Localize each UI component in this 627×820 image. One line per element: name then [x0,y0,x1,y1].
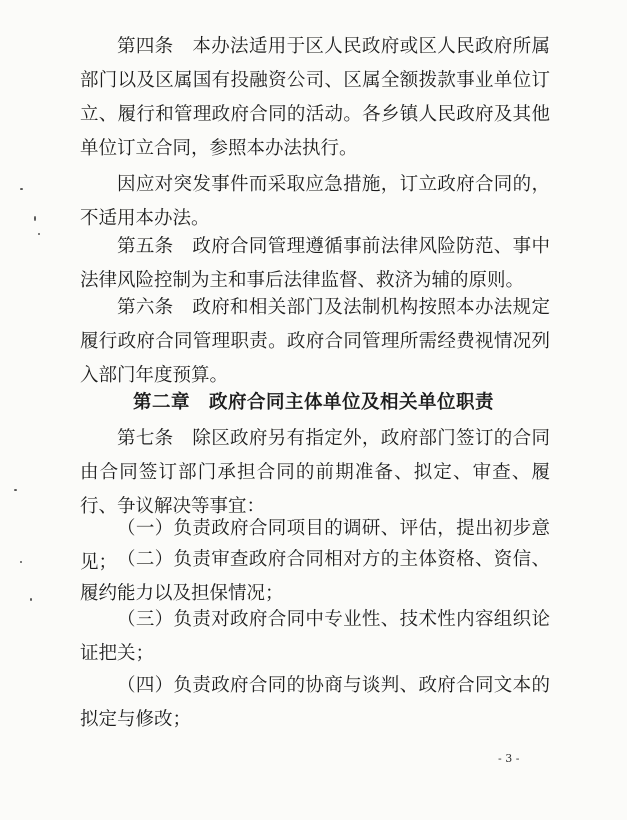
list-item-1: （一）负责政府合同项目的调研、评估，提出初步意见； [80,518,550,573]
scan-speck [20,188,23,190]
page-number: - 3 - [498,752,520,765]
list-item-2: （二）负责审查政府合同相对方的主体资格、资信、履约能力以及担保情况； [80,549,550,604]
list-item-4: （四）负责政府合同的协商与谈判、政府合同文本的拟定与修改； [80,675,550,730]
scan-speck [20,561,22,563]
scan-speck [30,598,32,601]
article-6-paragraph: 第六条 政府和相关部门及法制机构按照本办法规定履行政府合同管理职责。政府合同管理所需经费视情况列入部门年度预算。 [80,297,550,386]
scan-speck [14,489,17,491]
list-item-3: （三）负责对政府合同中专业性、技术性内容组织论证把关； [80,609,550,664]
emergency-exception-paragraph: 因应对突发事件而采取应急措施，订立政府合同的，不适用本办法。 [80,174,550,229]
article-7-paragraph: 第七条 除区政府另有指定外，政府部门签订的合同由合同签订部门承担合同的前期准备、拟定、审查、履行、争议解决等事宜： [80,428,550,517]
scan-speck [38,233,40,235]
article-4-paragraph: 第四条 本办法适用于区人民政府或区人民政府所属部门以及区属国有投融资公司、区属全额拨款事业单位订立、履行和管理政府合同的活动。各乡镇人民政府及其他单位订立合同，参照本办法执行。 [80,36,550,159]
article-5-paragraph: 第五条 政府合同管理遵循事前法律风险防范、事中法律风险控制为主和事后法律监督、救济为辅的原则。 [80,236,550,291]
scan-speck [34,216,36,221]
chapter-2-heading: 第二章 政府合同主体单位及相关单位职责 [132,392,494,413]
